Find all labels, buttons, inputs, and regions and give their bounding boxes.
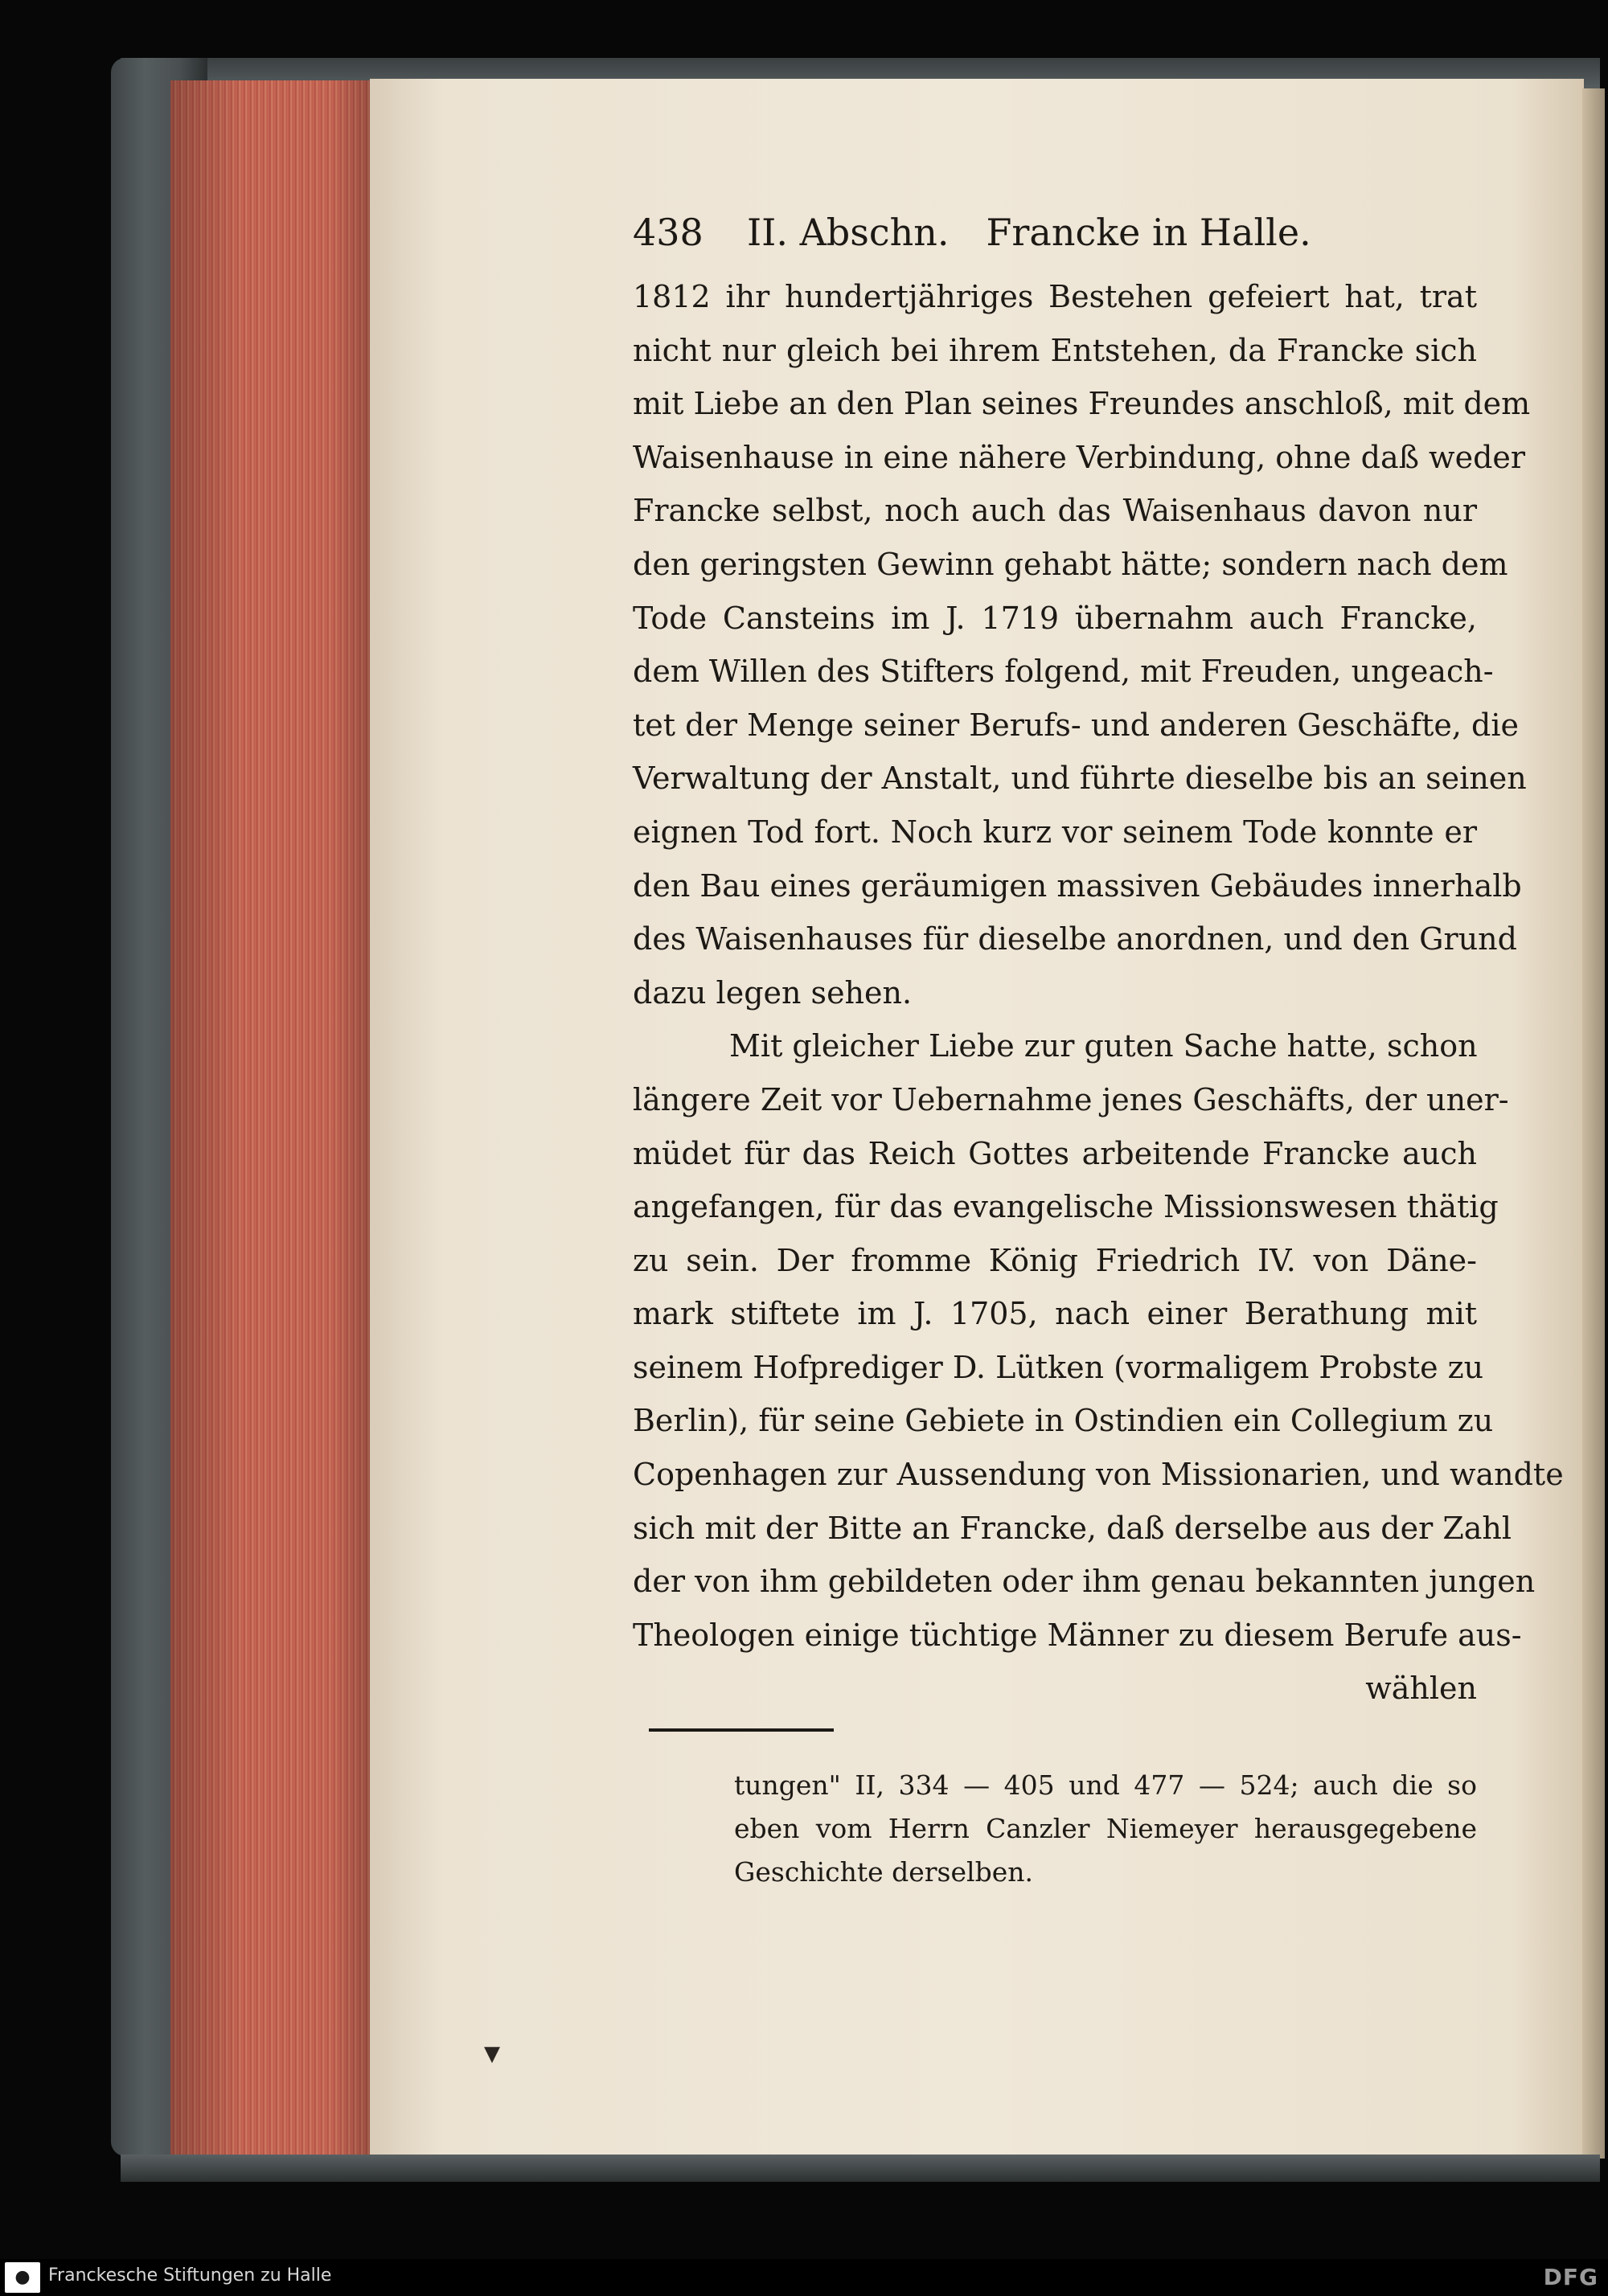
page-right-edge xyxy=(1582,88,1605,2159)
body-line: Waisenhause in eine nähere Verbindung, ohne daß weder xyxy=(633,439,1526,475)
body-line: 1812 ihr hundertjähriges Bestehen gefeiert hat, trat xyxy=(633,279,1477,314)
body-line: dem Willen des Stifters folgend, mit Freuden, ungeach- xyxy=(633,654,1494,690)
footnote-rule xyxy=(649,1728,834,1732)
catchword: wählen xyxy=(1365,1671,1477,1707)
body-line: dazu legen sehen. xyxy=(633,974,913,1011)
footnote-line: tungen" II, 334 — 405 und 477 — 524; auch die so xyxy=(734,1769,1477,1802)
body-line: müdet für das Reich Gottes arbeitende Francke auch xyxy=(633,1135,1477,1171)
section-heading: II. Abschn. xyxy=(747,211,950,254)
running-head xyxy=(633,211,1477,262)
body-line: angefangen, für das evangelische Missionswesen thätig xyxy=(633,1189,1499,1225)
footnote-line: Geschichte derselben. xyxy=(734,1856,1033,1888)
footnote-line: eben vom Herrn Canzler Niemeyer herausgegebene xyxy=(734,1813,1477,1845)
footnote xyxy=(734,1764,1477,1894)
body-line: Verwaltung der Anstalt, und führte dieselbe bis an seinen xyxy=(633,761,1527,797)
chapter-title: Francke in Halle. xyxy=(986,211,1311,254)
page-number: 438 xyxy=(633,211,704,254)
body-line: eignen Tod fort. Noch kurz vor seinem Tode konnte er xyxy=(633,814,1477,850)
book-cover-bottom xyxy=(121,2155,1600,2182)
body-line-paragraph-start: Mit gleicher Liebe zur guten Sache hatte, schon xyxy=(729,1028,1478,1064)
page-text xyxy=(633,211,1564,1894)
body-line: den Bau eines geräumigen massiven Gebäudes innerhalb xyxy=(633,867,1522,904)
body-line: den geringsten Gewinn gehabt hätte; sondern nach dem xyxy=(633,546,1508,582)
body-line: längere Zeit vor Uebernahme jenes Geschäfts, der uner- xyxy=(633,1081,1509,1117)
institution-logo-icon: ● xyxy=(5,2262,40,2293)
body-line: Francke selbst, noch auch das Waisenhaus davon nur xyxy=(633,493,1477,529)
printer-mark-icon: ▼ xyxy=(484,2042,500,2066)
body-line: sich mit der Bitte an Francke, daß derselbe aus der Zahl xyxy=(633,1510,1512,1546)
body-line: zu sein. Der fromme König Friedrich IV. von Däne- xyxy=(633,1242,1477,1278)
body-line: nicht nur gleich bei ihrem Entstehen, da Francke sich xyxy=(633,332,1477,368)
body-line: Berlin), für seine Gebiete in Ostindien ein Collegium zu xyxy=(633,1403,1494,1439)
body-line: des Waisenhauses für dieselbe anordnen, und den Grund xyxy=(633,921,1517,957)
body-line: Copenhagen zur Aussendung von Missionarien, und wandte xyxy=(633,1457,1564,1493)
body-line: der von ihm gebildeten oder ihm genau bekannten jungen xyxy=(633,1564,1536,1600)
dfg-logo: DFG xyxy=(1543,2264,1598,2290)
institution-name: Franckesche Stiftungen zu Halle xyxy=(48,2265,332,2286)
body-line: mark stiftete im J. 1705, nach einer Berathung mit xyxy=(633,1296,1477,1332)
body-line: tet der Menge seiner Berufs- und anderen Geschäfte, die xyxy=(633,707,1520,743)
body-line: seinem Hofprediger D. Lütken (vormaligem Probste zu xyxy=(633,1349,1484,1385)
page-edges-shade xyxy=(170,80,371,2171)
body-line: Theologen einige tüchtige Männer zu diesem Berufe aus- xyxy=(633,1617,1522,1653)
body-line: Tode Cansteins im J. 1719 übernahm auch Francke, xyxy=(633,600,1477,636)
body-line: mit Liebe an den Plan seines Freundes anschloß, mit dem xyxy=(633,386,1531,422)
viewer-footer xyxy=(0,2259,1608,2296)
